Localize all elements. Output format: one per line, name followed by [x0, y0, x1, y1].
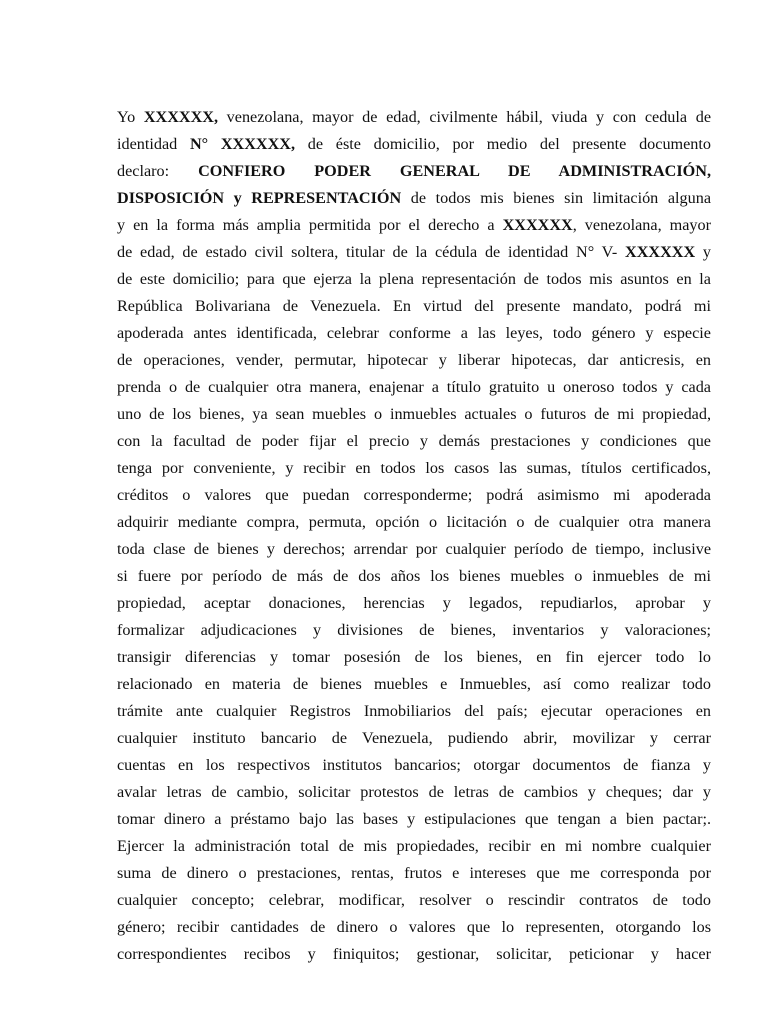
text-line	[117, 482, 711, 509]
text-line	[117, 617, 711, 644]
text-line	[117, 239, 711, 266]
text-line	[117, 725, 711, 752]
text-line	[117, 833, 711, 860]
text-line	[117, 563, 711, 590]
text-segment: suma de dinero o prestaciones, rentas, frutos e intereses que me corresponda por	[117, 864, 711, 882]
text-line	[117, 212, 711, 239]
bold-text-segment: XXXXXX	[625, 243, 696, 261]
text-segment: Yo	[117, 108, 144, 126]
text-line	[117, 509, 711, 536]
text-segment: género; recibir cantidades de dinero o valores que lo representen, otorgando los	[117, 918, 711, 936]
text-line	[117, 266, 711, 293]
text-segment: de edad, de estado civil soltera, titular de la cédula de identidad N° V-	[117, 243, 625, 261]
text-segment: si fuere por período de más de dos años los bienes muebles o inmuebles de mi	[117, 567, 711, 585]
text-segment: venezolana, mayor de edad, civilmente hábil, viuda y con cedula de	[218, 108, 711, 126]
text-line	[117, 860, 711, 887]
text-line	[117, 887, 711, 914]
text-line	[117, 752, 711, 779]
text-segment: créditos o valores que puedan corresponderme; podrá asimismo mi apoderada	[117, 486, 711, 504]
text-segment: tenga por conveniente, y recibir en todos los casos las sumas, títulos certificados,	[117, 459, 711, 477]
text-line	[117, 293, 711, 320]
text-line	[117, 158, 711, 185]
bold-text-segment: XXXXXX	[502, 216, 573, 234]
bold-text-segment: N° XXXXXX,	[189, 135, 296, 153]
text-line	[117, 131, 711, 158]
text-segment: correspondientes recibos y finiquitos; gestionar, solicitar, peticionar y hacer	[117, 945, 711, 963]
text-segment: avalar letras de cambio, solicitar protestos de letras de cambios y cheques; dar y	[117, 783, 711, 801]
power-of-attorney-body-text	[117, 104, 711, 968]
text-line	[117, 185, 711, 212]
text-line	[117, 374, 711, 401]
text-segment: de este domicilio; para que ejerza la plena representación de todos mis asuntos en la	[117, 270, 711, 288]
text-segment: formalizar adjudicaciones y divisiones de bienes, inventarios y valoraciones;	[117, 621, 711, 639]
text-segment: relacionado en materia de bienes muebles e Inmuebles, así como realizar todo	[117, 675, 711, 693]
text-segment: , venezolana, mayor	[572, 216, 711, 234]
text-segment: adquirir mediante compra, permuta, opción o licitación o de cualquier otra manera	[117, 513, 711, 531]
text-segment: cualquier instituto bancario de Venezuela, pudiendo abrir, movilizar y cerrar	[117, 729, 711, 747]
text-line	[117, 941, 711, 968]
text-line	[117, 806, 711, 833]
text-segment: de éste domicilio, por medio del presente documento	[295, 135, 711, 153]
text-line	[117, 428, 711, 455]
text-segment: trámite ante cualquier Registros Inmobiliarios del país; ejecutar operaciones en	[117, 702, 711, 720]
bold-text-segment: DISPOSICIÓN y REPRESENTACIÓN	[117, 189, 402, 207]
text-line	[117, 401, 711, 428]
text-segment: y	[695, 243, 711, 261]
text-segment: uno de los bienes, ya sean muebles o inmuebles actuales o futuros de mi propiedad,	[117, 405, 711, 423]
text-line	[117, 320, 711, 347]
text-segment: transigir diferencias y tomar posesión de los bienes, en fin ejercer todo lo	[117, 648, 711, 666]
text-line	[117, 536, 711, 563]
text-segment: tomar dinero a préstamo bajo las bases y estipulaciones que tengan a bien pactar;.	[117, 810, 711, 828]
text-segment: Ejercer la administración total de mis propiedades, recibir en mi nombre cualquier	[117, 837, 711, 855]
text-segment: y en la forma más amplia permitida por el derecho a	[117, 216, 503, 234]
text-segment: declaro:	[117, 162, 199, 180]
text-line	[117, 914, 711, 941]
text-segment: prenda o de cualquier otra manera, enajenar a título gratuito u oneroso todos y cada	[117, 378, 711, 396]
text-segment: apoderada antes identificada, celebrar conforme a las leyes, todo género y especie	[117, 324, 711, 342]
text-segment: República Bolivariana de Venezuela. En virtud del presente mandato, podrá mi	[117, 297, 711, 315]
text-line	[117, 644, 711, 671]
text-line	[117, 698, 711, 725]
text-segment: cuentas en los respectivos institutos bancarios; otorgar documentos de fianza y	[117, 756, 711, 774]
text-segment: con la facultad de poder fijar el precio y demás prestaciones y condiciones que	[117, 432, 711, 450]
text-segment: toda clase de bienes y derechos; arrendar por cualquier período de tiempo, inclusive	[117, 540, 711, 558]
text-line	[117, 590, 711, 617]
text-line	[117, 671, 711, 698]
text-segment: de todos mis bienes sin limitación alguna	[401, 189, 711, 207]
text-segment: propiedad, aceptar donaciones, herencias y legados, repudiarlos, aprobar y	[117, 594, 711, 612]
bold-text-segment: CONFIERO PODER GENERAL DE ADMINISTRACIÓN,	[198, 162, 711, 180]
text-line	[117, 347, 711, 374]
text-line	[117, 779, 711, 806]
text-segment: identidad	[117, 135, 190, 153]
text-line	[117, 104, 711, 131]
text-line	[117, 455, 711, 482]
text-segment: de operaciones, vender, permutar, hipotecar y liberar hipotecas, dar anticresis, en	[117, 351, 711, 369]
text-segment: cualquier concepto; celebrar, modificar, resolver o rescindir contratos de todo	[117, 891, 711, 909]
bold-text-segment: XXXXXX,	[143, 108, 219, 126]
